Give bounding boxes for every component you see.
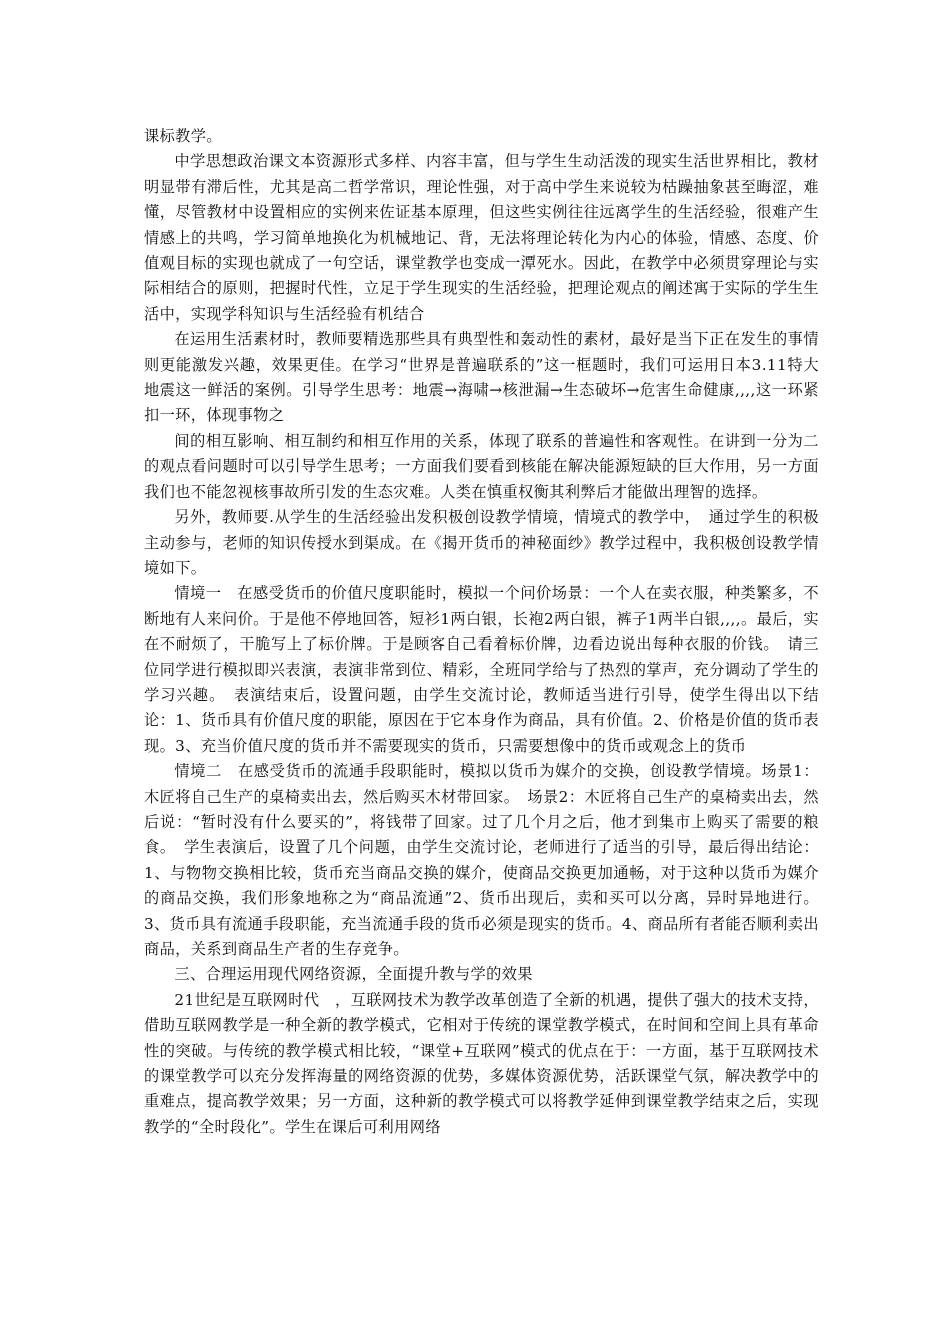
paragraph-situation-two: 情境二 在感受货币的流通手段职能时，模拟以货币为媒介的交换，创设教学情境。场景1：木匠将自己生产的桌椅卖出去，然后购买木材带回家。 场景2：木匠将自己生产的桌椅卖出去，然后说：“暂时没有什么要买的”，将钱带了回家。过了几个月之后，他才到集市上购买了需要的粮食。 学生表演后，设置了几个问题，由学生交流讨论，老师进行了适当的引导，最后得出结论：1、与物物交换相比较，货币充当商品交换的媒介，使商品交换更加通畅，对于这种以货币为媒介的商品交换，我们形象地称之为“商品流通”2、货币出现后，卖和买可以分离，异时异地进行。3、货币具有流通手段职能，充当流通手段的货币必须是现实的货币。4、商品所有者能否顺利卖出商品，关系到商品生产者的生存竞争。	[144, 762, 819, 958]
paragraph-teaching-situations: 另外，教师要.从学生的生活经验出发积极创设教学情境，情境式的教学中， 通过学生的积极主动参与，老师的知识传授水到渠成。在《揭开货币的神秘面纱》教学过程中，我积极创设教学情境如下。	[144, 508, 819, 577]
paragraph-textbook-resources: 中学思想政治课文本资源形式多样、内容丰富，但与学生生动活泼的现实生活世界相比，教材明显带有滞后性，尤其是高二哲学常识，理论性强，对于高中学生来说较为枯躁抽象甚至晦涩，难懂，尽管教材中设置相应的实例来佐证基本原理，但这些实例往往远离学生的生活经验，很难产生情感上的共鸣，学习简单地换化为机械地记、背，无法将理论转化为内心的体验，情感、态度、价值观目标的实现也就成了一句空话，课堂教学也变成一潭死水。因此，在教学中必须贯穿理论与实际相结合的原则，把握时代性，立足于学生现实的生活经验，把理论观点的阐述寓于实际的学生生活中，实现学科知识与生活经验有机结合	[144, 152, 819, 323]
paragraph-mutual-influence: 间的相互影响、相互制约和相互作用的关系，体现了联系的普遍性和客观性。在讲到一分为二的观点看问题时可以引导学生思考；一方面我们要看到核能在解决能源短缺的巨大作用，另一方面我们也不能忽视核事故所引发的生态灾难。人类在慎重权衡其利弊后才能做出理智的选择。	[144, 431, 819, 501]
paragraph-continuation: 课标教学。	[144, 127, 222, 145]
paragraph-life-materials: 在运用生活素材时，教师要精选那些具有典型性和轰动性的素材，最好是当下正在发生的事情则更能激发兴趣，效果更佳。在学习“世界是普遍联系的”这一框题时，我们可运用日本3.11特大地震这一鲜活的案例。引导学生思考：地震→海啸→核泄漏→生态破坏→危害生命健康,,,,这一环紧扣一环，体现事物之	[144, 330, 819, 425]
paragraph-situation-one: 情境一 在感受货币的价值尺度职能时，模拟一个问价场景：一个人在卖衣服，种类繁多，不断地有人来问价。于是他不停地回答，短衫1两白银，长袍2两白银，裤子1两半白银,,,,。最后，实在不耐烦了，干脆写上了标价牌。于是顾客自己看着标价牌，边看边说出每种衣服的价钱。 请三位同学进行模拟即兴表演，表演非常到位、精彩，全班同学给与了热烈的掌声，充分调动了学生的学习兴趣。 表演结束后，设置问题，由学生交流讨论，教师适当进行引导，使学生得出以下结论：1、货币具有价值尺度的职能，原因在于它本身作为商品，具有价值。2、价格是价值的货币表现。3、充当价值尺度的货币并不需要现实的货币，只需要想像中的货币或观念上的货币	[144, 584, 819, 755]
paragraph-internet-era: 21世纪是互联网时代 ，互联网技术为教学改革创造了全新的机遇，提供了强大的技术支持，借助互联网教学是一种全新的教学模式，它相对于传统的课堂教学模式，在时间和空间上具有革命性的突破。与传统的教学模式相比较，“课堂+互联网”模式的优点在于：一方面，基于互联网技术的课堂教学可以充分发挥海量的网络资源的优势，多媒体资源优势，活跃课堂气氛，解决教学中的重难点，提高教学效果；另一方面，这种新的教学模式可以将教学延伸到课堂教学结束之后，实现教学的“全时段化”。学生在课后可利用网络	[144, 990, 819, 1136]
document-page	[144, 124, 819, 1140]
section-heading-network-resources: 三、合理运用现代网络资源，全面提升教与学的效果	[174, 965, 533, 984]
